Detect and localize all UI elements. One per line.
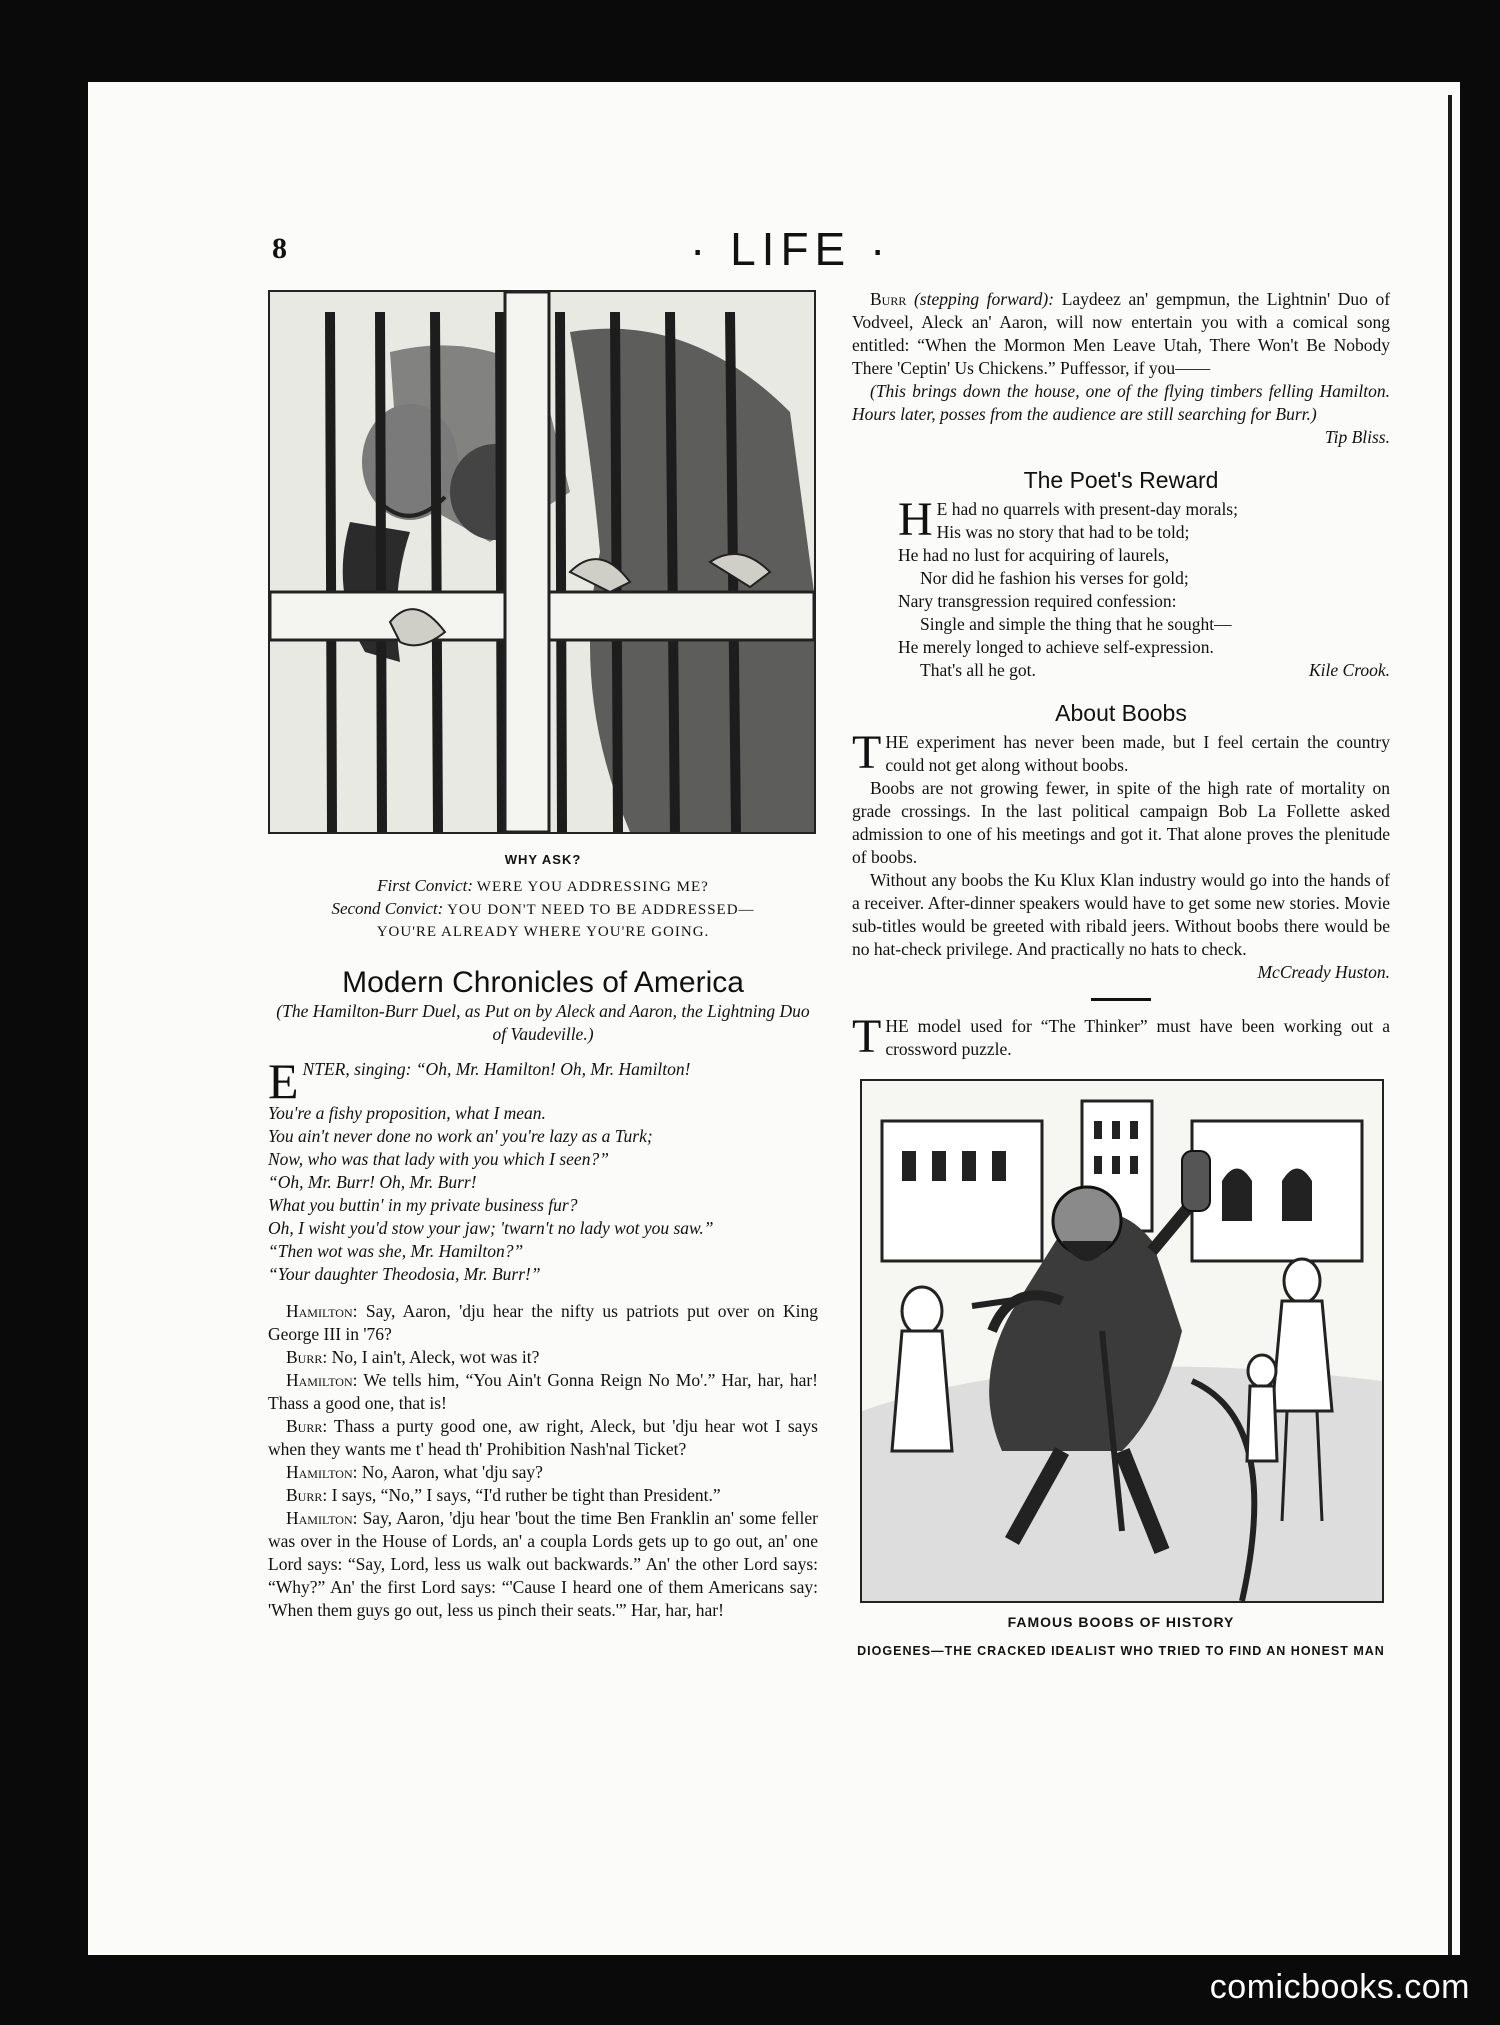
right-column: [852, 288, 1390, 1662]
verse-line: Now, who was that lady with you which I seen?”: [268, 1149, 609, 1169]
dialog-speaker: Hamilton:: [286, 1301, 358, 1321]
dialog-paragraph: [268, 1300, 818, 1346]
cartoon2-caption: DIOGENES—THE CRACKED IDEALIST WHO TRIED TO FIND AN HONEST MAN: [857, 1644, 1385, 1658]
chronicles-verse: [268, 1053, 818, 1286]
left-column: [268, 290, 818, 1622]
chronicles-author: Tip Bliss.: [1324, 427, 1390, 447]
verse-line: You ain't never done no work an' you're lazy as a Turk;: [268, 1126, 653, 1146]
poem-line: Nor did he fashion his verses for gold;: [920, 568, 1189, 588]
page-number: 8: [272, 232, 287, 265]
verse-line: What you buttin' in my private business fur?: [268, 1195, 578, 1215]
boobs-author: McCready Huston.: [1257, 962, 1390, 982]
thinker-dropcap: T: [852, 1010, 882, 1063]
poem-line: E had no quarrels with present-day morals;: [936, 499, 1238, 519]
poets-reward-poem: [852, 493, 1390, 682]
verse-first-line: NTER, singing: “Oh, Mr. Hamilton! Oh, Mr. Hamilton!: [302, 1059, 691, 1079]
prison-cartoon-drawing: [270, 292, 814, 832]
divider-rule: [1091, 998, 1151, 1001]
dialog-text: We tells him, “You Ain't Gonna Reign No Mo'.” Har, har, har! Thass a good one, that is!: [268, 1370, 819, 1413]
dialog-text: Say, Aaron, 'dju hear 'bout the time Ben Franklin an' some feller was over in the House of Lords, an' a coupla Lords gets up to go out, an' one Lord says: “Say, Lord, less us walk out backwards.” An' the other Lord says: “Why?” An' the first Lord says: “'Cause I heard one of them Americans say: 'When them guys go out, less us pinch their seats.'” Har, har, har!: [268, 1508, 818, 1620]
dialog-paragraph: [268, 1346, 818, 1369]
chronicles-title: Modern Chronicles of America: [342, 966, 744, 999]
dialog-paragraph: [268, 1507, 818, 1622]
verse-line: “Then wot was she, Mr. Hamilton?”: [268, 1241, 524, 1261]
dialog-paragraph: [268, 1461, 818, 1484]
poets-reward-title: The Poet's Reward: [1023, 467, 1219, 493]
poem-last-line: [898, 659, 1390, 682]
dialog-paragraph: [268, 1484, 818, 1507]
poem-dropcap: H: [898, 493, 933, 546]
about-boobs-title: About Boobs: [1055, 700, 1187, 726]
boobs-paragraph: Without any boobs the Ku Klux Klan industry would go into the hands of a receiver. After-dinner speakers would have to get some new stories. Movie sub-titles would be greeted with ribald jeers. Without boobs there would be no hat-check privilege. And practically no hats to check.: [852, 870, 1390, 959]
poem-line: He merely longed to achieve self-expression.: [898, 637, 1214, 657]
chronicles-dialog: [268, 1300, 818, 1622]
verse-line: You're a fishy proposition, what I mean.: [268, 1103, 546, 1123]
about-boobs-text: [852, 726, 1390, 961]
poem-line: He had no lust for acquiring of laurels,: [898, 545, 1170, 565]
dialog-speaker: Hamilton:: [286, 1370, 358, 1390]
dialog-text: Say, Aaron, 'dju hear the nifty us patriots put over on King George III in '76?: [268, 1301, 819, 1344]
thinker-text: HE model used for “The Thinker” must have been working out a crossword puzzle.: [885, 1016, 1390, 1059]
dialog-speaker: Hamilton:: [286, 1462, 358, 1482]
masthead: · LIFE ·: [690, 223, 892, 275]
dialog-paragraph: [268, 1369, 818, 1415]
boobs-first: HE experiment has never been made, but I feel certain the country could not get along without boobs.: [885, 732, 1390, 775]
watermark: comicbooks.com: [1209, 1968, 1470, 2006]
page-spine: [1448, 95, 1452, 1955]
chronicles-subtitle: (The Hamilton-Burr Duel, as Put on by Aleck and Aaron, the Lightning Duo of Vaudeville.): [276, 1001, 810, 1044]
poem-line: Single and simple the thing that he sought—: [920, 614, 1232, 634]
poem-author: Kile Crook.: [1308, 660, 1390, 680]
closing-note: (This brings down the house, one of the flying timbers felling Hamilton. Hours later, posses from the audience are still searching for Burr.): [852, 381, 1390, 424]
chronicles-dropcap: E: [268, 1053, 299, 1109]
dialog-text: I says, “No,” I says, “I'd ruther be tight than President.”: [331, 1485, 721, 1505]
verse-line: “Your daughter Theodosia, Mr. Burr!”: [268, 1264, 541, 1284]
verse-line: Oh, I wisht you'd stow your jaw; 'twarn't no lady wot you saw.”: [268, 1218, 714, 1238]
cartoon1-line-3: YOU'RE ALREADY WHERE YOU'RE GOING.: [376, 924, 710, 940]
prison-cartoon: [268, 290, 816, 834]
boobs-paragraph: Boobs are not growing fewer, in spite of the high rate of mortality on grade crossings. In the last political campaign Bob La Follette asked admission to one of his meetings and got it. That alone proves the plenitude of boobs.: [852, 778, 1390, 867]
cartoon2-title: FAMOUS BOOBS OF HISTORY: [1007, 1614, 1235, 1630]
dialog-text: No, Aaron, what 'dju say?: [361, 1462, 543, 1482]
cartoon1-speaker-2: Second Convict:: [331, 899, 444, 918]
diogenes-drawing: [862, 1081, 1382, 1601]
thinker-note: [852, 1010, 1390, 1063]
burr-speaker: Burr: [870, 289, 907, 309]
verse-line: “Oh, Mr. Burr! Oh, Mr. Burr!: [268, 1172, 477, 1192]
dialog-speaker: Burr:: [286, 1416, 328, 1436]
dialog-text: Thass a purty good one, aw right, Aleck, but 'dju hear wot I says when they wants me t' head th' Prohibition Nash'nal Ticket?: [268, 1416, 818, 1459]
cartoon1-line-1: WERE YOU ADDRESSING ME?: [476, 879, 709, 895]
diogenes-cartoon: [860, 1079, 1384, 1603]
dialog-paragraph: [268, 1415, 818, 1461]
cartoon1-title: WHY ASK?: [504, 852, 582, 867]
burr-speech: Laydeez an' gempmun, the Lightnin' Duo of Vodveel, Aleck an' Aaron, will now entertain you with a comical song entitled: “When the Mormon Men Leave Utah, There Won't Be Nobody There 'Ceptin' Us Chickens.” Puffessor, if you——: [852, 289, 1391, 378]
poem-line: His was no story that had to be told;: [936, 522, 1190, 542]
boobs-dropcap: T: [852, 726, 882, 779]
cartoon1-line-2: YOU DON'T NEED TO BE ADDRESSED—: [447, 902, 755, 918]
poem-line: Nary transgression required confession:: [898, 591, 1177, 611]
poem-line: That's all he got.: [920, 660, 1036, 680]
dialog-speaker: Burr:: [286, 1347, 328, 1367]
cartoon1-speaker-1: First Convict:: [377, 876, 474, 895]
dialog-speaker: Hamilton:: [286, 1508, 358, 1528]
dialog-speaker: Burr:: [286, 1485, 328, 1505]
cartoon1-dialog: [268, 875, 818, 943]
dialog-text: No, I ain't, Aleck, wot was it?: [331, 1347, 540, 1367]
stage-direction: (stepping forward):: [913, 289, 1055, 309]
chronicles-continued: [852, 288, 1390, 426]
